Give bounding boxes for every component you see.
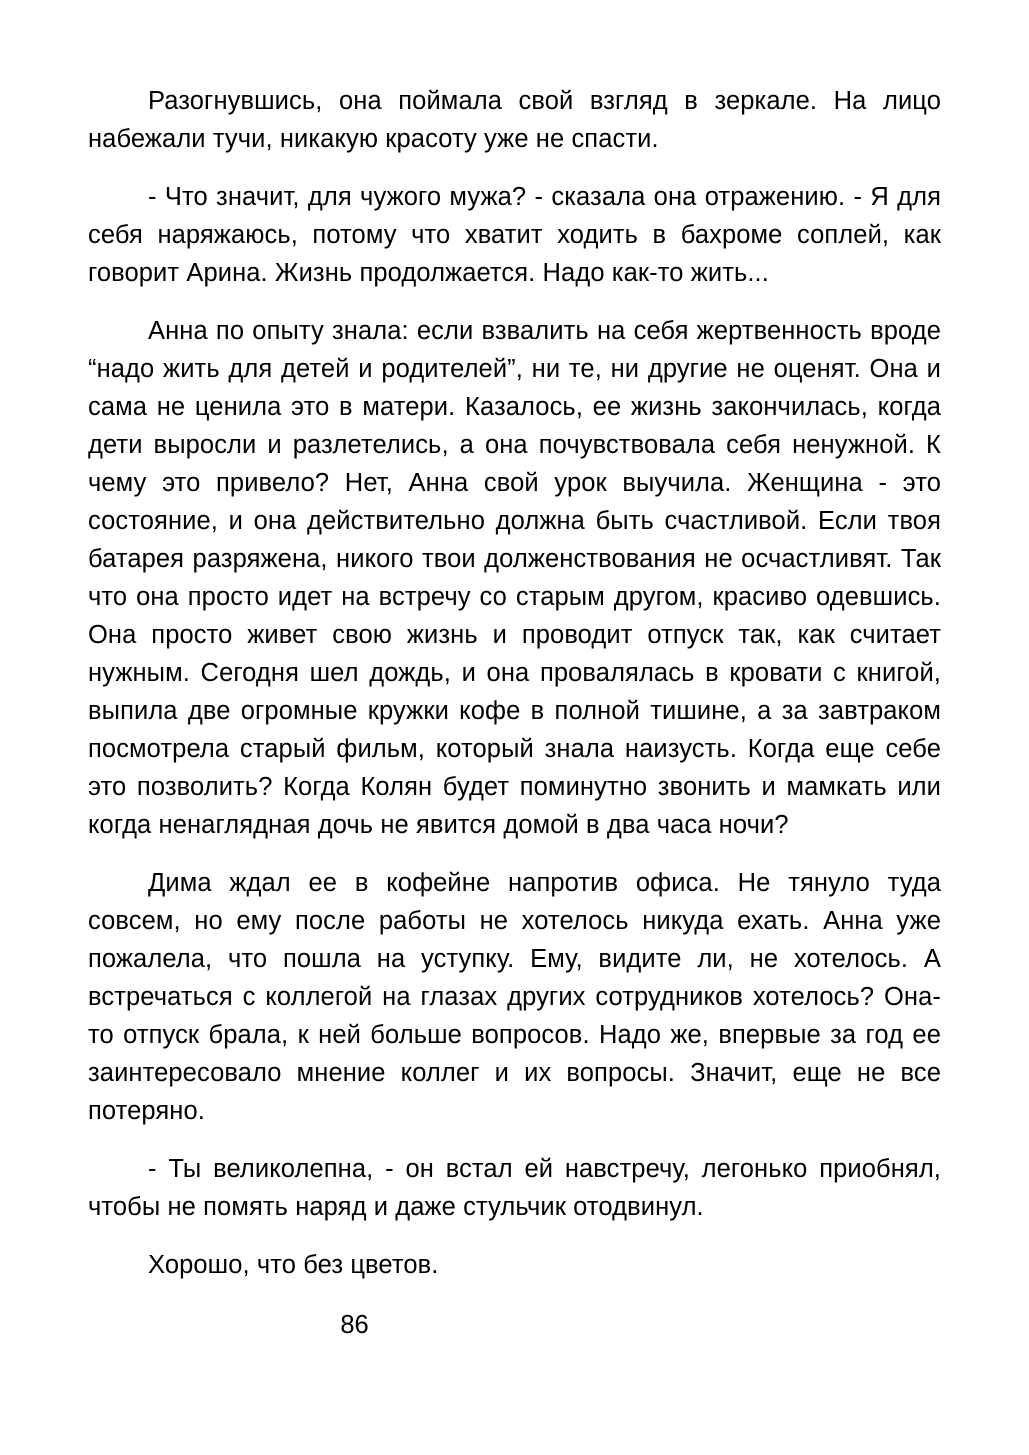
- paragraph-6: Хорошо, что без цветов.: [148, 1251, 439, 1279]
- paragraph-4: Дима ждал ее в кофейне напротив офиса. Не тянуло туда совсем, но ему после работы не хотелось никуда ехать. Анна уже пожалела, что пошла на уступку. Ему, видите ли, не хотелось. А встречаться с коллегой на глазах других сотрудников хотелось? Она-то отпуск брала, к ней больше вопросов. Надо же, впервые за год ее заинтересовало мнение коллег и их вопросы. Значит, еще не все потеряно.: [88, 869, 941, 1125]
- paragraph-3: Анна по опыту знала: если взвалить на себя жертвенность вроде “надо жить для детей и родителей”, ни те, ни другие не оценят. Она и сама не ценила это в матери. Казалось, ее жизнь закончилась, когда дети выросли и разлетелись, а она почувствовала себя ненужной. К чему это привело? Нет, Анна свой урок выучила. Женщина - это состояние, и она действительно должна быть счастливой. Если твоя батарея разряжена, никого твои долженствования не осчастливят. Так что она просто идет на встречу со старым другом, красиво одевшись. Она просто живет свою жизнь и проводит отпуск так, как считает нужным. Сегодня шел дождь, и она провалялась в кровати с книгой, выпила две огромные кружки кофе в полной тишине, а за завтраком посмотрела старый фильм, который знала наизусть. Когда еще себе это позволить? Когда Колян будет поминутно звонить и мамкать или когда ненаглядная дочь не явится домой в два часа ночи?: [88, 317, 941, 839]
- paragraph-2: - Что значит, для чужого мужа? - сказала она отражению. - Я для себя наряжаюсь, потому что хватит ходить в бахроме соплей, как говорит Арина. Жизнь продолжается. Надо как-то жить...: [88, 183, 941, 287]
- paragraph-5: - Ты великолепна, - он встал ей навстречу, легонько приобнял, чтобы не помять наряд и даже стульчик отодвинул.: [88, 1155, 941, 1221]
- page-number: 86: [340, 1311, 369, 1339]
- body-text-column: [88, 82, 941, 1284]
- paragraph-1: Разогнувшись, она поймала свой взгляд в зеркале. На лицо набежали тучи, никакую красоту уже не спасти.: [88, 87, 941, 153]
